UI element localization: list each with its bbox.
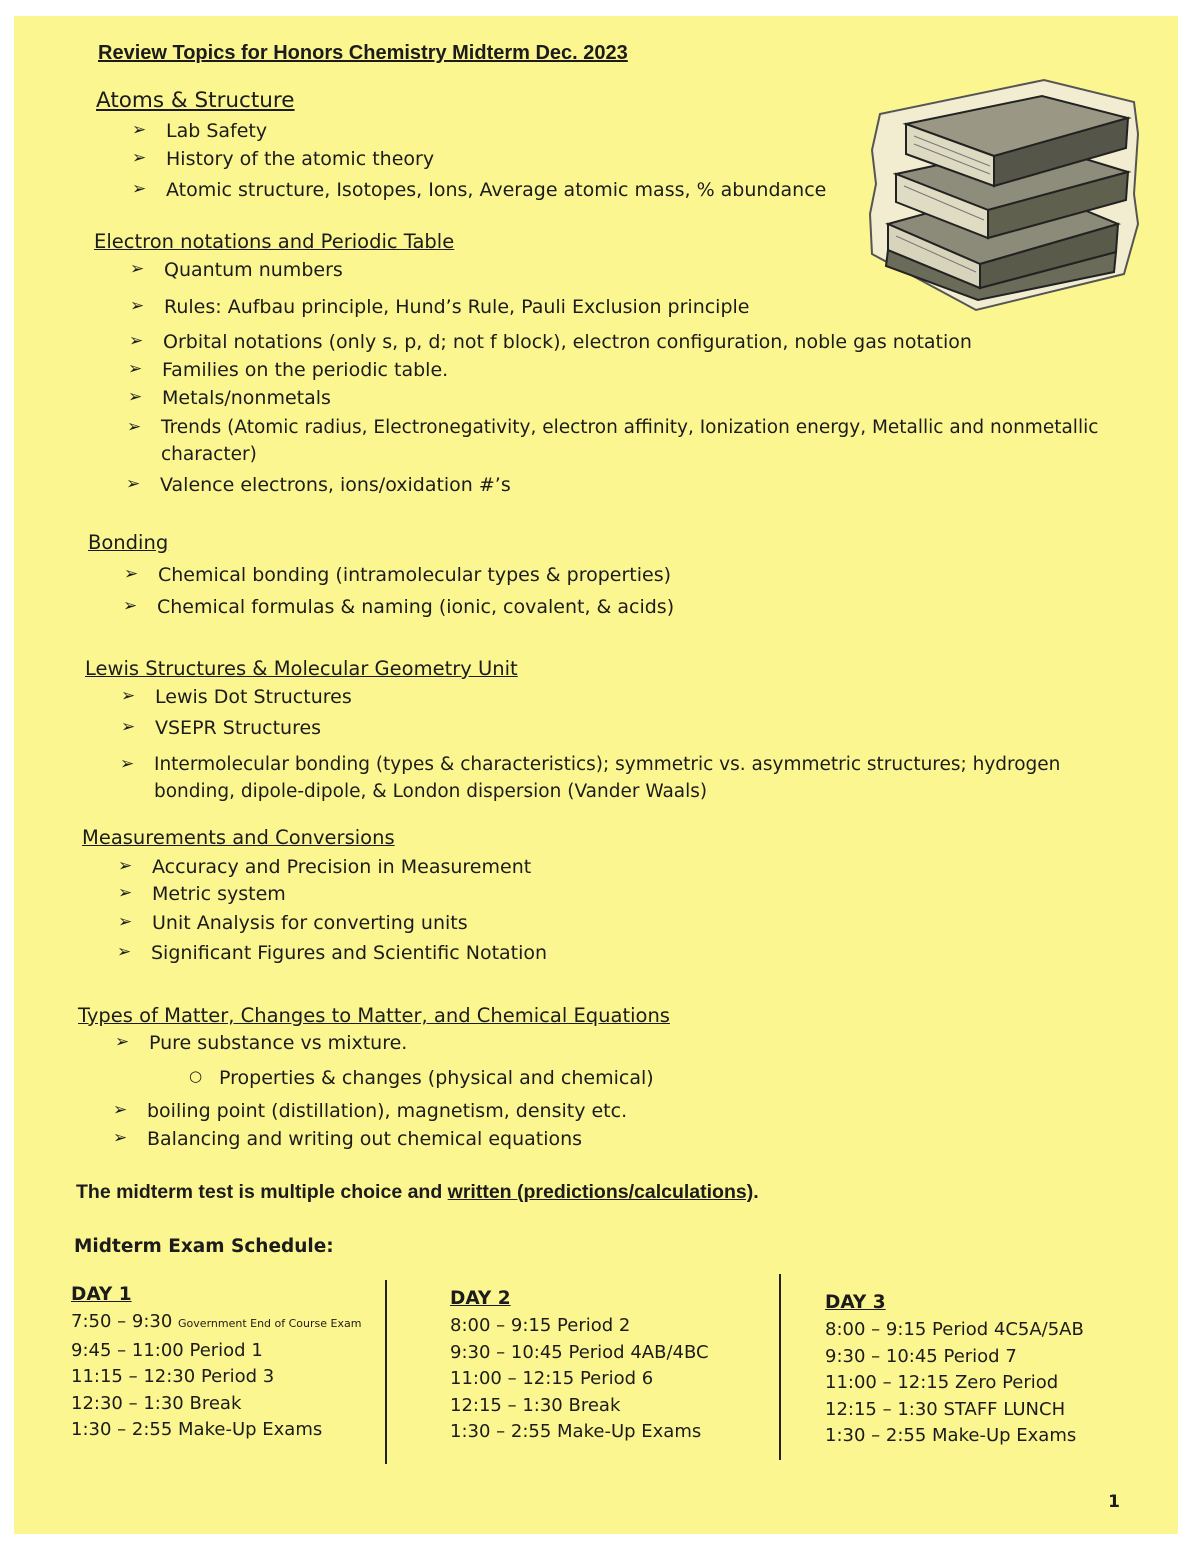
- schedule-row: 12:15 – 1:30 STAFF LUNCH: [825, 1398, 1066, 1420]
- list-item: ➢ Chemical bonding (intramolecular types & properties): [124, 564, 672, 586]
- arrow-bullet-icon: ➢: [120, 754, 135, 774]
- section-heading-matter: Types of Matter, Changes to Matter, and Chemical Equations: [78, 1004, 670, 1027]
- schedule-title: Midterm Exam Schedule:: [74, 1236, 334, 1257]
- arrow-bullet-icon: ➢: [127, 417, 142, 437]
- schedule-row: 1:30 – 2:55 Make-Up Exams: [450, 1421, 702, 1442]
- column-divider: [779, 1274, 781, 1460]
- schedule-row: 7:50 – 9:30 Government End of Course Exam: [71, 1311, 362, 1332]
- day-label: DAY 2: [450, 1288, 511, 1309]
- section-heading-atoms: Atoms & Structure: [96, 88, 295, 113]
- arrow-bullet-icon: ➢: [113, 1128, 128, 1148]
- arrow-bullet-icon: ➢: [118, 856, 133, 876]
- arrow-bullet-icon: ➢: [132, 120, 147, 140]
- arrow-bullet-icon: ➢: [123, 596, 138, 616]
- exam-format-note: The midterm test is multiple choice and written (predictions/calculations).: [76, 1181, 759, 1203]
- schedule-day-1: [71, 1284, 361, 1444]
- list-item: ➢ Balancing and writing out chemical equations: [113, 1128, 583, 1150]
- section-heading-electron-notations: Electron notations and Periodic Table: [94, 230, 455, 253]
- schedule-row: 12:15 – 1:30 Break: [450, 1394, 621, 1416]
- list-item: ➢ boiling point (distillation), magnetism, density etc.: [113, 1100, 628, 1122]
- schedule-row: 9:30 – 10:45 Period 4AB/4BC: [450, 1341, 709, 1363]
- list-item: ➢ Trends (Atomic radius, Electronegativity, electron affinity, Ionization energy, Metallic and nonmetallic: [127, 417, 1099, 438]
- schedule-row: 11:15 – 12:30 Period 3: [71, 1366, 275, 1387]
- stack-of-books-icon: [866, 74, 1146, 312]
- list-item: ➢ Quantum numbers: [130, 259, 343, 281]
- schedule-row: 9:45 – 11:00 Period 1: [71, 1339, 263, 1361]
- document-page: [14, 16, 1178, 1534]
- list-item: ➢ Unit Analysis for converting units: [118, 912, 468, 934]
- arrow-bullet-icon: ➢: [130, 259, 145, 279]
- arrow-bullet-icon: ➢: [115, 1032, 130, 1052]
- list-item: ➢ Atomic structure, Isotopes, Ions, Average atomic mass, % abundance: [132, 179, 827, 201]
- list-item: ➢ Significant Figures and Scientific Notation: [117, 942, 548, 964]
- list-item: ➢ Pure substance vs mixture.: [115, 1032, 408, 1054]
- arrow-bullet-icon: ➢: [113, 1100, 128, 1120]
- arrow-bullet-icon: ➢: [132, 179, 147, 199]
- schedule-row: 11:00 – 12:15 Period 6: [450, 1368, 654, 1389]
- list-item: ➢ Families on the periodic table.: [128, 359, 449, 381]
- list-item: ➢ Lewis Dot Structures: [121, 686, 352, 708]
- schedule-row: 1:30 – 2:55 Make-Up Exams: [825, 1425, 1077, 1446]
- arrow-bullet-icon: ➢: [130, 296, 145, 316]
- arrow-bullet-icon: ➢: [132, 148, 147, 168]
- arrow-bullet-icon: ➢: [124, 564, 139, 584]
- schedule-row: 11:00 – 12:15 Zero Period: [825, 1372, 1059, 1393]
- list-item: ➢ Valence electrons, ions/oxidation #’s: [126, 474, 511, 496]
- day-label: DAY 3: [825, 1292, 886, 1313]
- schedule-day-3: [825, 1292, 1084, 1450]
- arrow-bullet-icon: ➢: [121, 717, 136, 737]
- schedule-row: 8:00 – 9:15 Period 2: [450, 1315, 631, 1336]
- list-subitem: ○ Properties & changes (physical and chemical): [189, 1067, 654, 1089]
- list-item: ➢ Metals/nonmetals: [128, 387, 331, 409]
- arrow-bullet-icon: ➢: [121, 686, 136, 706]
- list-item: ➢ Metric system: [118, 883, 286, 905]
- schedule-row: 8:00 – 9:15 Period 4C5A/5AB: [825, 1319, 1084, 1340]
- arrow-bullet-icon: ➢: [126, 474, 141, 494]
- circle-bullet-icon: ○: [189, 1067, 203, 1085]
- list-item: ➢ Accuracy and Precision in Measurement: [118, 856, 532, 878]
- list-item: ➢ Intermolecular bonding (types & characteristics); symmetric vs. asymmetric structures; hydrogen: [120, 754, 1061, 775]
- schedule-row: 9:30 – 10:45 Period 7: [825, 1345, 1017, 1367]
- list-item-continuation: character): [161, 444, 257, 465]
- day-label: DAY 1: [71, 1284, 132, 1305]
- schedule-row: 1:30 – 2:55 Make-Up Exams: [71, 1419, 323, 1440]
- schedule-row: 12:30 – 1:30 Break: [71, 1392, 242, 1414]
- list-item: ➢ Lab Safety: [132, 120, 268, 142]
- page-title: Review Topics for Honors Chemistry Midterm Dec. 2023: [98, 42, 628, 64]
- arrow-bullet-icon: ➢: [118, 883, 133, 903]
- list-item: ➢ History of the atomic theory: [132, 148, 435, 170]
- arrow-bullet-icon: ➢: [129, 331, 144, 351]
- section-heading-bonding: Bonding: [88, 531, 169, 554]
- column-divider: [385, 1280, 387, 1464]
- schedule-day-2: [450, 1288, 709, 1446]
- section-heading-measurements: Measurements and Conversions: [82, 826, 395, 849]
- list-item: ➢ Rules: Aufbau principle, Hund’s Rule, Pauli Exclusion principle: [130, 296, 750, 318]
- list-item-continuation: bonding, dipole-dipole, & London dispersion (Vander Waals): [154, 781, 708, 802]
- list-item: ➢ Chemical formulas & naming (ionic, covalent, & acids): [123, 596, 675, 618]
- arrow-bullet-icon: ➢: [117, 942, 132, 962]
- arrow-bullet-icon: ➢: [128, 387, 143, 407]
- section-heading-lewis: Lewis Structures & Molecular Geometry Unit: [85, 657, 518, 680]
- arrow-bullet-icon: ➢: [128, 359, 143, 379]
- list-item: ➢ Orbital notations (only s, p, d; not f block), electron configuration, noble gas notation: [129, 331, 972, 353]
- list-item: ➢ VSEPR Structures: [121, 717, 322, 739]
- arrow-bullet-icon: ➢: [118, 912, 133, 932]
- page-number: 1: [1108, 1492, 1120, 1512]
